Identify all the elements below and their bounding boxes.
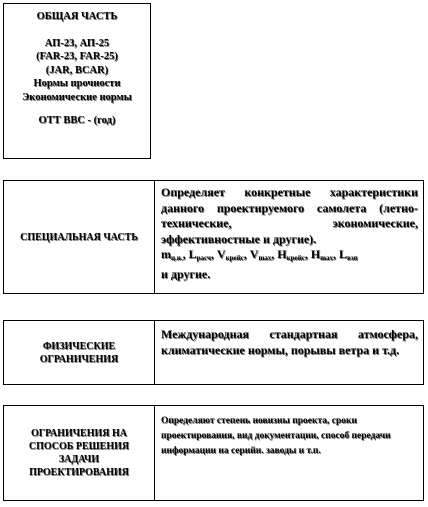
param-item: $L_{расч}$, bbox=[188, 247, 217, 262]
general-norms-far: (FAR-23, FAR-25) bbox=[36, 51, 118, 62]
general-norms-jar: (JAR, BCAR) bbox=[45, 64, 109, 76]
method-limits-label: ОГРАНИЧЕНИЯ НА СПОСОБ РЕШЕНИЯ ЗАДАЧИ ПРОЕКТИРОВАНИЯ bbox=[4, 406, 155, 500]
general-norms-ap: АП-23, АП-25 bbox=[44, 37, 110, 49]
special-part-row bbox=[3, 180, 424, 294]
general-strength-norms: Нормы прочности bbox=[33, 78, 121, 89]
param-item: $V_{крейс}$, bbox=[216, 247, 250, 262]
physical-limits-row bbox=[3, 320, 424, 385]
special-part-parameters bbox=[161, 247, 358, 261]
param-item: $V_{max}$, bbox=[249, 247, 278, 262]
param-item: $m_{ц.н.}$, bbox=[161, 247, 189, 262]
physical-limits-description: Международная стандартная атмосфера, климатические нормы, порывы ветра и т.д. bbox=[161, 327, 418, 357]
param-item: $H_{max}$, bbox=[310, 247, 339, 262]
method-limits-description: Определяют степень новизны проекта, сроки проектирования, вид документации, способ передачи информации на серийн. заводы и т.п. bbox=[161, 416, 391, 456]
general-economic-norms: Экономические нормы bbox=[22, 91, 132, 103]
special-part-text: Определяет конкретные характеристики данного проектируемого самолета (летно-технические, экономические, эффективностные и другие). bbox=[161, 185, 418, 246]
param-item: $L_{взп}$ bbox=[339, 247, 358, 262]
param-item: $H_{крейс}$, bbox=[277, 247, 311, 262]
method-limits-row bbox=[3, 405, 424, 501]
physical-limits-label: ФИЗИЧЕСКИЕ ОГРАНИЧЕНИЯ bbox=[4, 321, 155, 384]
special-part-tail: и другие. bbox=[161, 266, 211, 281]
general-part-box bbox=[3, 3, 151, 159]
special-part-label: СПЕЦИАЛЬНАЯ ЧАСТЬ bbox=[4, 181, 155, 293]
general-ott-vvs: ОТТ ВВС - (год) bbox=[38, 115, 116, 126]
general-part-title: ОБЩАЯ ЧАСТЬ bbox=[36, 11, 118, 22]
special-part-description bbox=[155, 181, 423, 293]
